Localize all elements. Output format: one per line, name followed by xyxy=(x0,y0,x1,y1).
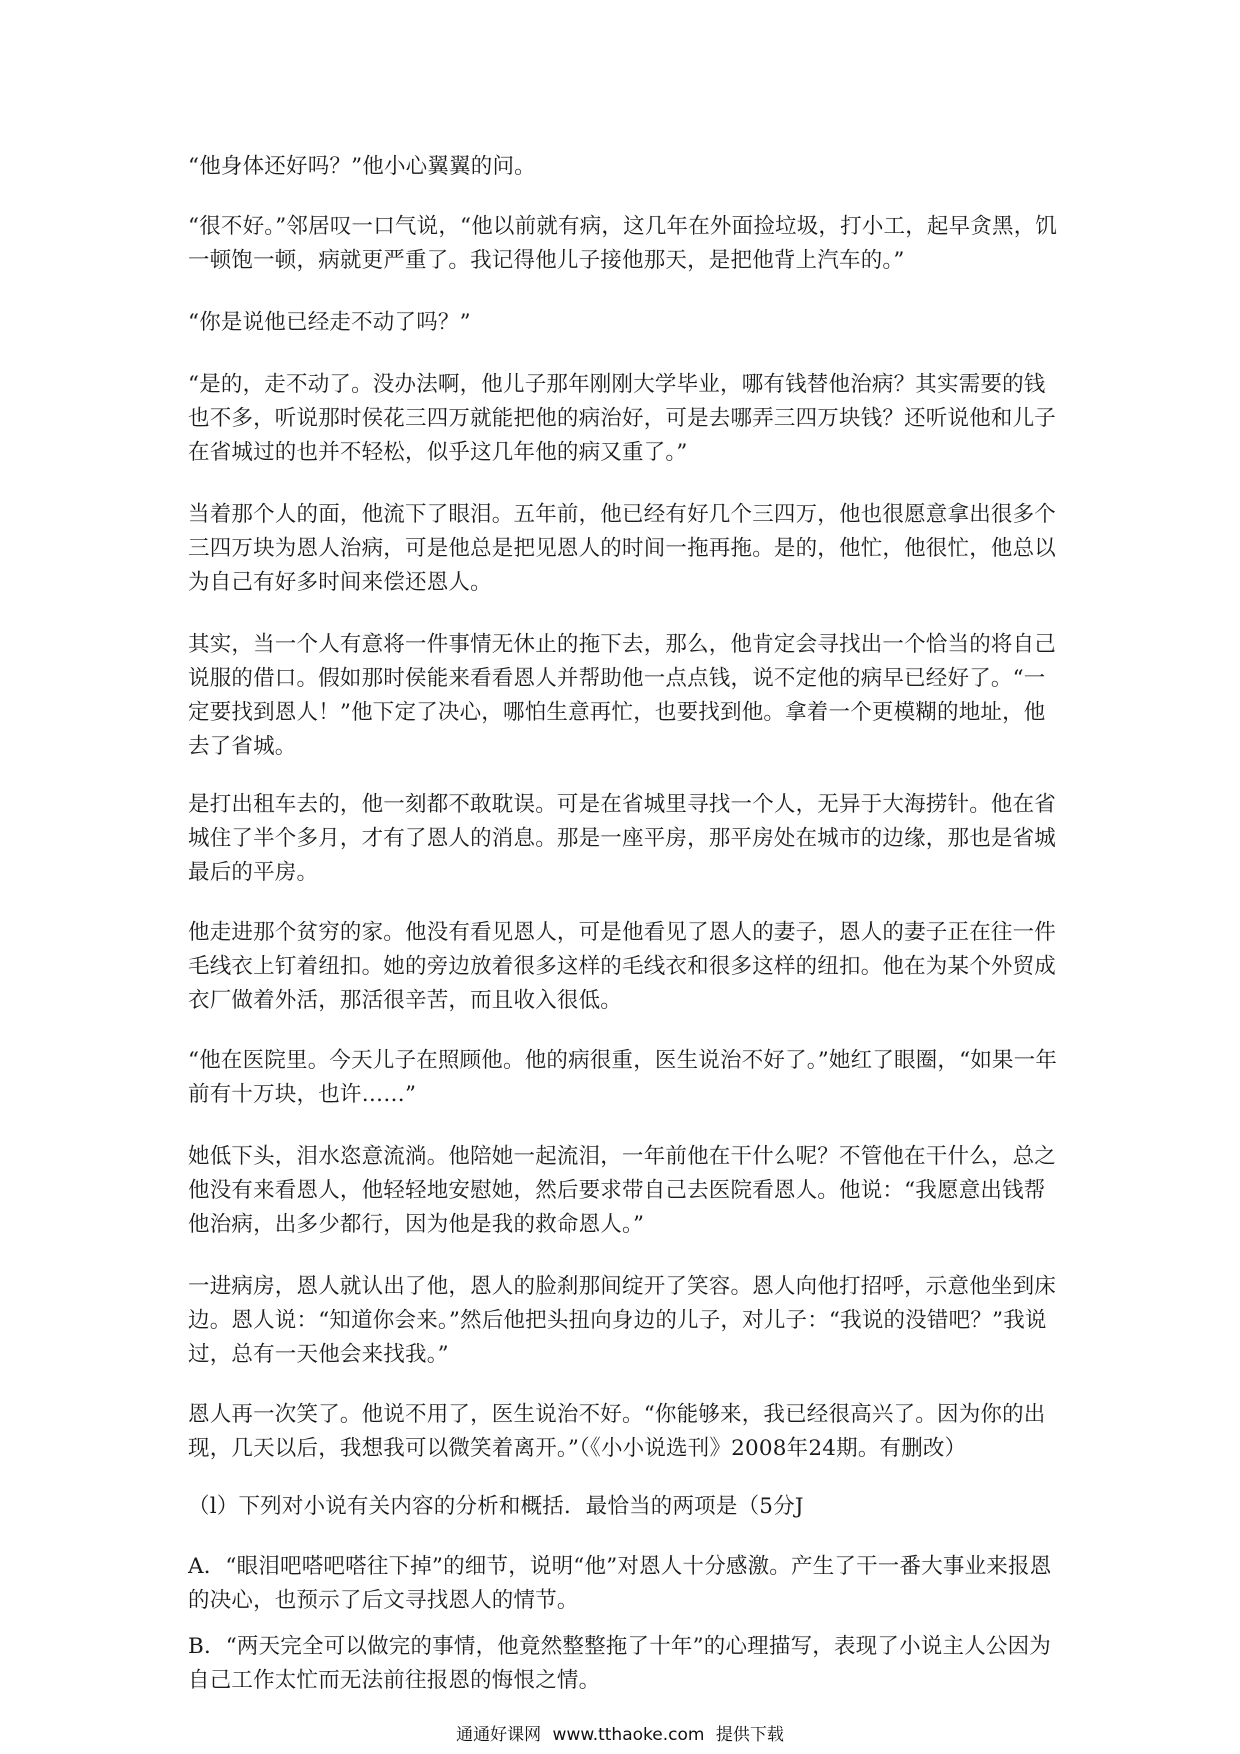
paragraph-10: 她低下头，泪水恣意流淌。他陪她一起流泪，一年前他在干什么呢？不管他在干什么，总之他没有来看恩人，他轻轻地安慰她，然后要求带自己去医院看恩人。他说：“我愿意出钱帮他治病，出多少都行，因为他是我的救命恩人。” xyxy=(188,1144,1057,1237)
option-a: A．“眼泪吧嗒吧嗒往下掉”的细节，说明“他”对恩人十分感激。产生了干一番大事业来报恩的决心，也预示了后文寻找恩人的情节。 xyxy=(188,1554,1052,1613)
paragraph-7: 是打出租车去的，他一刻都不敢耽误。可是在省城里寻找一个人，无异于大海捞针。他在省城住了半个多月，才有了恩人的消息。那是一座平房，那平房处在城市的边缘，那也是省城最后的平房。 xyxy=(188,792,1057,885)
paragraph-12: 恩人再一次笑了。他说不用了，医生说治不好。“你能够来，我已经很高兴了。因为你的出现，几天以后，我想我可以微笑着离开。”（《小小说选刊》2008年24期。有删改） xyxy=(188,1402,1046,1461)
paragraph-2: “很不好。”邻居叹一口气说，“他以前就有病，这几年在外面捡垃圾，打小工，起早贪黑，饥一顿饱一顿，病就更严重了。我记得他儿子接他那天，是把他背上汽车的。” xyxy=(188,214,1058,273)
paragraph-1: “他身体还好吗？”他小心翼翼的问。 xyxy=(188,154,536,179)
option-b: B．“两天完全可以做完的事情，他竟然整整拖了十年”的心理描写，表现了小说主人公因为自己工作太忙而无法前往报恩的悔恨之情。 xyxy=(188,1634,1051,1693)
paragraph-9: “他在医院里。今天儿子在照顾他。他的病很重，医生说治不好了。”她红了眼圈，“如果一年前有十万块，也许……” xyxy=(188,1048,1058,1107)
question-stem: （l）下列对小说有关内容的分析和概括．最恰当的两项是（5分J xyxy=(188,1494,804,1519)
paragraph-8: 他走进那个贫穷的家。他没有看见恩人，可是他看见了恩人的妻子，恩人的妻子正在往一件毛线衣上钉着纽扣。她的旁边放着很多这样的毛线衣和很多这样的纽扣。他在为某个外贸成衣厂做着外活，那活很辛苦，而且收入很低。 xyxy=(188,920,1057,1013)
paragraph-6: 其实，当一个人有意将一件事情无休止的拖下去，那么，他肯定会寻找出一个恰当的将自己说服的借口。假如那时侯能来看看恩人并帮助他一点点钱，说不定他的病早已经好了。“一定要找到恩人！”他下定了决心，哪怕生意再忙，也要找到他。拿着一个更模糊的地址，他去了省城。 xyxy=(188,632,1057,759)
page-footer xyxy=(0,1720,1240,1745)
paragraph-3: “你是说他已经走不动了吗？” xyxy=(188,310,471,335)
paragraph-11: 一进病房，恩人就认出了他，恩人的脸刹那间绽开了笑容。恩人向他打招呼，示意他坐到床边。恩人说：“知道你会来。”然后他把头扭向身边的儿子，对儿子：“我说的没错吧？”我说过，总有一天他会来找我。” xyxy=(188,1274,1057,1367)
footer-note: 提供下载 xyxy=(715,1725,784,1745)
footer-url[interactable]: www.tthaoke.com xyxy=(552,1725,705,1745)
paragraph-5: 当着那个人的面，他流下了眼泪。五年前，他已经有好几个三四万，他也很愿意拿出很多个三四万块为恩人治病，可是他总是把见恩人的时间一拖再拖。是的，他忙，他很忙，他总以为自己有好多时间来偿还恩人。 xyxy=(188,502,1057,595)
footer-site-name: 通通好课网 xyxy=(456,1725,542,1745)
paragraph-4: “是的，走不动了。没办法啊，他儿子那年刚刚大学毕业，哪有钱替他治病？其实需要的钱也不多，听说那时侯花三四万就能把他的病治好，可是去哪弄三四万块钱？还听说他和儿子在省城过的也并不轻松，似乎这几年他的病又重了。” xyxy=(188,372,1057,465)
